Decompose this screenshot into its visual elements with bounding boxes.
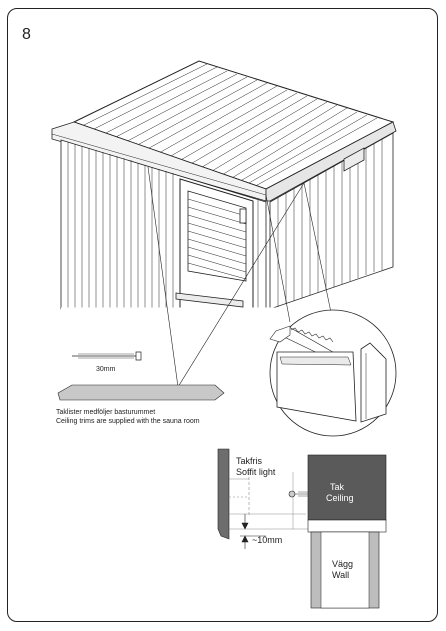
detail-circle	[270, 310, 396, 436]
soffit-label-english: Soffit light	[236, 467, 276, 477]
gap-dimension-label: ~10mm	[252, 535, 283, 545]
assembly-diagram	[8, 9, 438, 622]
soffit-profile	[218, 449, 229, 539]
ceiling-lower-band	[308, 520, 386, 532]
soffit-label-swedish: Takfris	[236, 456, 263, 466]
screw-icon	[72, 352, 141, 360]
door-handle	[240, 209, 246, 223]
adjoining-trim	[361, 343, 386, 422]
wall-label-swedish: Vägg	[332, 559, 354, 569]
instruction-page	[7, 8, 438, 622]
ceiling-label-english: Ceiling	[326, 493, 354, 503]
wall-label-english: Wall	[332, 570, 350, 580]
trim-note-english: Ceiling trims are supplied with the sauna room	[56, 418, 200, 425]
ceiling-trim-board	[58, 385, 224, 400]
screw-length-label: 30mm	[96, 366, 116, 373]
trim-note-swedish: Taklister medföljer basturummet	[56, 409, 156, 416]
sauna-cabin-illustration	[52, 61, 396, 309]
trim-top-face	[280, 357, 351, 365]
ceiling-label-swedish: Tak	[330, 482, 345, 492]
step-number: 8	[22, 26, 31, 43]
ceiling-block	[308, 455, 386, 520]
